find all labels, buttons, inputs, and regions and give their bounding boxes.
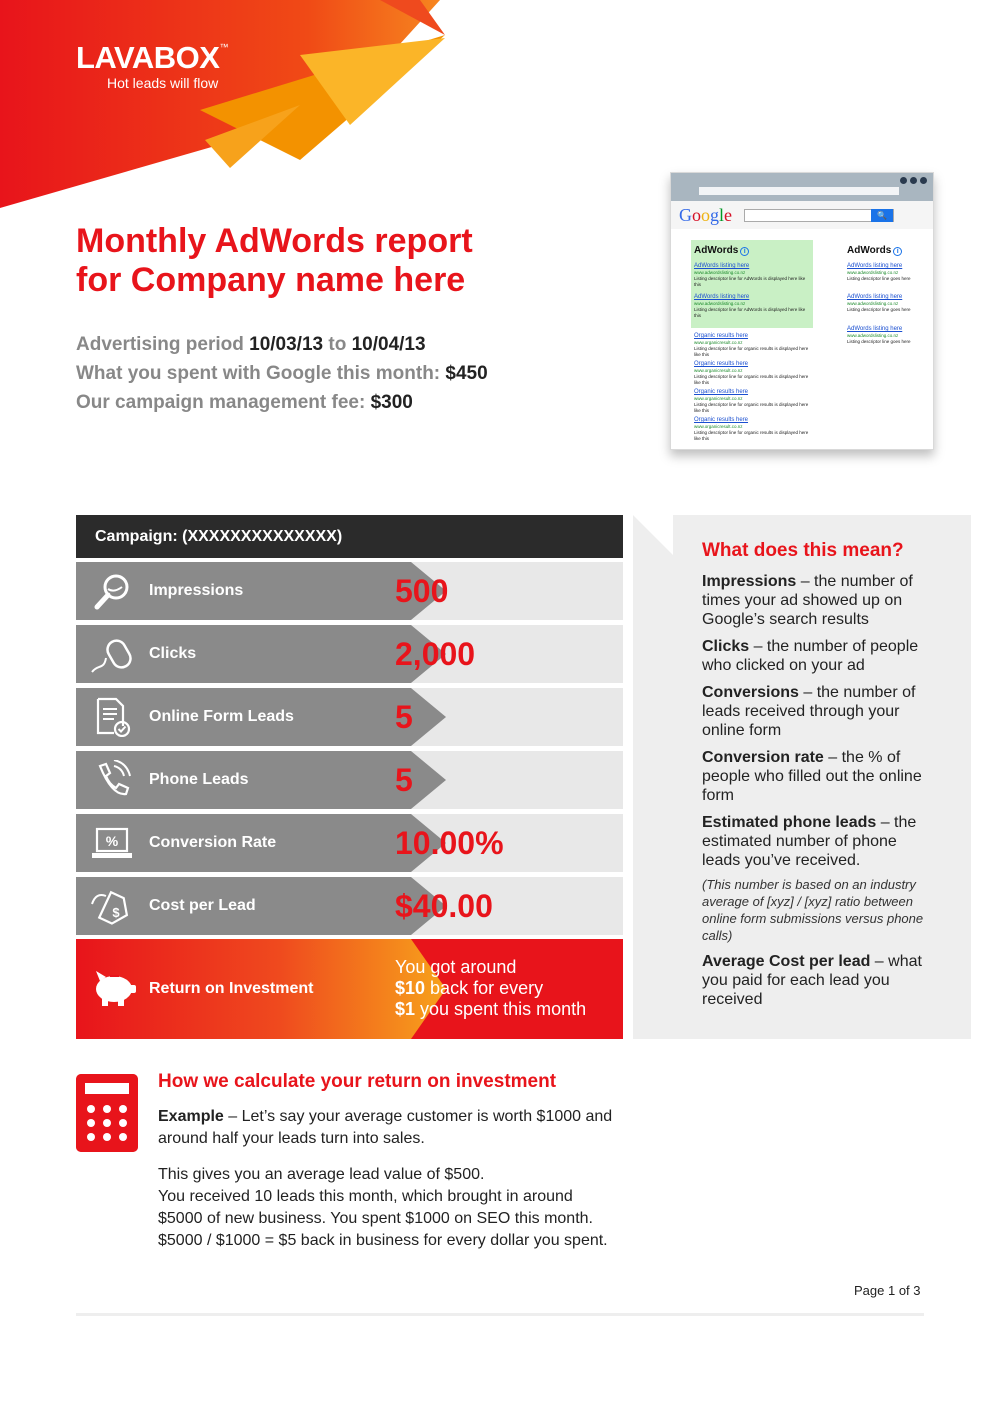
adwords-side-heading: AdWords i [847, 245, 902, 256]
google-search-input [744, 209, 894, 222]
phone-icon [90, 760, 134, 800]
google-logo: Google [679, 205, 733, 225]
window-dots [900, 177, 927, 184]
brand-logo: LAVABOX™ [76, 40, 228, 75]
google-search-mockup [670, 172, 934, 450]
google-spend: What you spent with Google this month: $450 [76, 363, 488, 384]
svg-text:$: $ [112, 905, 120, 920]
metric-label: Phone Leads [149, 771, 249, 788]
definition-item: Impressions – the number of times your ad showed up on Google’s search results [702, 573, 913, 628]
info-icon: i [893, 247, 902, 256]
metric-row-conversion-rate [76, 814, 623, 872]
laptop-percent-icon [90, 823, 134, 863]
google-search-button: 🔍 [871, 209, 893, 222]
definition-item: Conversions – the number of leads received through your online form [702, 684, 916, 739]
metric-row-impressions [76, 562, 623, 620]
side-ad-listing: AdWords listing here www.adwordslisting.co.nz Listing descriptor line goes here [847, 294, 911, 312]
metric-row-clicks [76, 625, 623, 683]
metric-value: 5 [395, 762, 413, 798]
definition-note: (This number is based on an industry average of [xyz] / [xyz] ratio between online form submissions versus phone calls) [702, 877, 924, 943]
report-title: Monthly AdWords report for Company name here [76, 222, 473, 299]
metric-row-phone-leads [76, 751, 623, 809]
url-bar [699, 187, 899, 195]
roi-label: Return on Investment [149, 980, 314, 997]
metric-label: Impressions [149, 582, 244, 599]
definition-item: Clicks – the number of people who clicked on your ad [702, 638, 919, 674]
magnifier-icon [90, 571, 134, 611]
metric-label: Conversion Rate [149, 834, 277, 851]
piggy-bank-icon [90, 967, 140, 1009]
definition-item: Estimated phone leads – the estimated number of phone leads you’ve received. [702, 814, 917, 869]
metric-row-cost-per-lead [76, 877, 623, 935]
browser-chrome [671, 173, 933, 201]
metric-value: 500 [395, 573, 449, 609]
metric-value: $40.00 [395, 888, 493, 924]
report-meta [76, 330, 636, 417]
definitions-list [702, 572, 937, 1017]
form-icon [90, 697, 134, 737]
price-tag-icon [90, 886, 134, 926]
page-number: Page 1 of 3 [854, 1283, 921, 1298]
campaign-header: Campaign: (XXXXXXXXXXXXXX) [76, 515, 623, 558]
info-icon: i [740, 247, 749, 256]
adwords-heading: AdWords i [694, 245, 749, 256]
header-banner [0, 0, 460, 215]
footer-divider [76, 1313, 924, 1316]
organic-listing: Organic results here www.organicresult.co.nz Listing descriptor line for organic results is displayed here like this [694, 417, 809, 441]
definition-item: Average Cost per lead – what you paid for each lead you received [702, 953, 922, 1008]
metric-value: 2,000 [395, 636, 476, 672]
google-search-bar [671, 201, 933, 229]
metric-label: Clicks [149, 645, 197, 662]
management-fee: Our campaign management fee: $300 [76, 392, 413, 413]
side-ad-listing: AdWords listing here www.adwordslisting.co.nz Listing descriptor line goes here [847, 263, 911, 281]
metric-row-online-form-leads [76, 688, 623, 746]
organic-listing: Organic results here www.organicresult.co.nz Listing descriptor line for organic results is displayed here like this [694, 361, 809, 385]
ad-listing: AdWords listing here www.adwordslisting.co.nz Listing descriptor line for AdWords is displayed here like this [694, 294, 806, 318]
explanation-panel [633, 515, 971, 1039]
brand-tagline: Hot leads will flow [107, 75, 219, 91]
calc-example: Example – Let’s say your average customer is worth $1000 and around half your leads turn into sales. [158, 1108, 613, 1147]
explanation-heading: What does this mean? [702, 540, 904, 561]
mouse-icon [90, 634, 134, 674]
metric-label: Online Form Leads [149, 708, 294, 725]
calculator-icon [76, 1074, 138, 1152]
svg-text:%: % [105, 833, 119, 849]
roi-row [76, 939, 623, 1039]
ad-listing: AdWords listing here www.adwordslisting.co.nz Listing descriptor line for AdWords is displayed here like this [694, 263, 806, 287]
definition-item: Conversion rate – the % of people who filled out the online form [702, 749, 922, 804]
advertising-period: Advertising period 10/03/13 to 10/04/13 [76, 334, 426, 355]
metric-value: 10.00% [395, 825, 504, 861]
metric-label: Cost per Lead [149, 897, 256, 914]
calc-explanation: This gives you an average lead value of $500. You received 10 leads this month, which brought in around $5000 of new business. You spent $1000 on SEO this month. $5000 / $1000 = $5 back in business for every dollar you spent. [158, 1166, 608, 1249]
organic-listing: Organic results here www.organicresult.co.nz Listing descriptor line for organic results is displayed here like this [694, 389, 809, 413]
roi-text: You got around $10 back for every $1 you spent this month [395, 957, 587, 1019]
metric-value: 5 [395, 699, 413, 735]
side-ad-listing: AdWords listing here www.adwordslisting.co.nz Listing descriptor line goes here [847, 326, 911, 344]
calc-heading: How we calculate your return on investment [158, 1071, 557, 1092]
organic-listing: Organic results here www.organicresult.co.nz Listing descriptor line for organic results is displayed here like this [694, 333, 809, 357]
